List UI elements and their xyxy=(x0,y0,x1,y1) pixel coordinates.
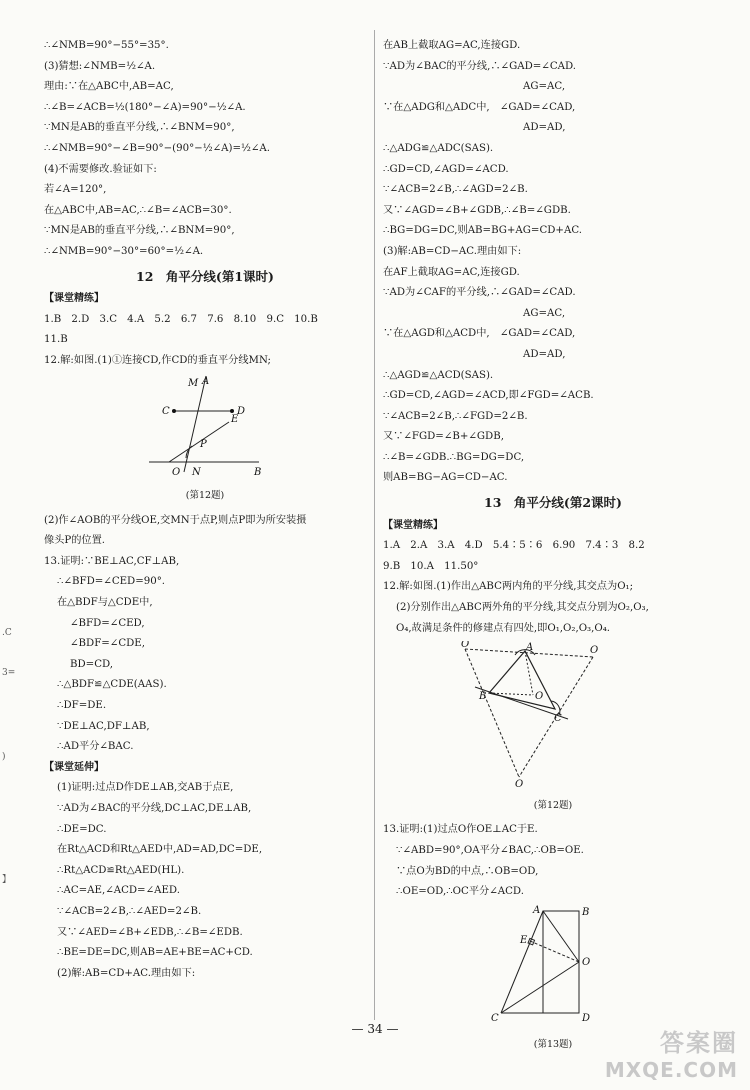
text-line: ∴∠NMB=90°−∠B=90°−(90°−½∠A)=½∠A. xyxy=(44,142,270,154)
text-line: ∴GD=CD,∠AGD=∠ACD. xyxy=(383,163,509,175)
figure-12-left xyxy=(44,374,366,507)
text-line: 又∵∠FGD=∠B+∠GDB, xyxy=(383,431,504,443)
watermark-logo: 答案圈 xyxy=(660,1029,738,1057)
text-line: ∵MN是AB的垂直平分线,∴∠BNM=90°, xyxy=(44,122,235,134)
section-label: 【课堂精练】 xyxy=(44,293,104,305)
svg-text:M: M xyxy=(188,377,199,389)
figure-caption: (第12题) xyxy=(533,799,573,811)
svg-text:A: A xyxy=(202,375,210,387)
text-line: 11.B xyxy=(44,334,68,346)
text-line: ∴GD=CD,∠AGD=∠ACD,即∠FGD=∠ACB. xyxy=(383,390,594,402)
text-line: ∴OE=OD,∴OC平分∠ACD. xyxy=(396,886,524,898)
text-line: 在AF上截取AG=AC,连接GD. xyxy=(383,266,520,278)
text-line: AG=AC, xyxy=(523,81,566,93)
svg-text:E: E xyxy=(520,934,528,946)
text-line: 又∵∠AED=∠B+∠EDB,∴∠B=∠EDB. xyxy=(57,926,243,938)
text-line: 则AB=BG−AG=CD−AC. xyxy=(383,472,508,484)
svg-text:O: O xyxy=(582,956,591,968)
text-line: BD=CD, xyxy=(70,658,114,670)
text-line: (2)分别作出△ABC两外角的平分线,其交点分别为O₂,O₃, xyxy=(396,602,649,614)
edge-mark: .C xyxy=(2,628,12,638)
text-line: 像头P的位置. xyxy=(44,535,106,547)
text-line: 9.B 10.A 11.50° xyxy=(383,560,479,572)
text-line: 在AB上截取AG=AC,连接GD. xyxy=(383,40,521,51)
text-line: (2)解:AB=CD+AC.理由如下: xyxy=(57,967,196,979)
text-line: ∴△BDF≌△CDE(AAS). xyxy=(57,679,167,691)
text-line: 在△ABC中,AB=AC,∴∠B=∠ACB=30°. xyxy=(44,204,232,216)
svg-text:O: O xyxy=(172,466,181,478)
text-line: ∵∠ACB=2∠B,∴∠FGD=2∠B. xyxy=(383,410,528,422)
text-line: (3)解:AB=CD−AC.理由如下: xyxy=(383,245,522,257)
svg-text:C: C xyxy=(162,405,170,417)
figure-caption: (第12题) xyxy=(185,490,225,502)
svg-text:E: E xyxy=(231,413,239,425)
text-line: ∵AD为∠CAF的平分线,∴∠GAD=∠CAD. xyxy=(383,287,576,299)
text-line: AD=AD, xyxy=(523,348,566,360)
svg-text:P: P xyxy=(200,438,207,450)
figure-12-right xyxy=(383,641,723,816)
text-line: (1)证明:过点D作DE⊥AB,交AB于点E, xyxy=(57,782,234,794)
text-line: ∴DF=DE. xyxy=(57,700,107,712)
right-column xyxy=(383,36,723,1060)
text-line: ∴DE=DC. xyxy=(57,823,107,835)
text-line: 理由:∵在△ABC中,AB=AC, xyxy=(44,81,174,93)
text-line: ∠BFD=∠CED, xyxy=(70,617,145,629)
edge-mark: 3= xyxy=(2,668,16,678)
text-line: O₄,故满足条件的修建点有四处,即O₁,O₂,O₃,O₄. xyxy=(396,622,611,634)
text-line: ∴Rt△ACD≌Rt△AED(HL). xyxy=(57,864,185,876)
text-line: 13.证明:(1)过点O作OE⊥AC于E. xyxy=(383,824,538,836)
svg-text:B: B xyxy=(582,906,590,918)
text-line: ∴AC=AE,∠ACD=∠AED. xyxy=(57,885,180,897)
text-line: ∴∠B=∠GDB.∴BG=DG=DC, xyxy=(383,451,525,463)
text-line: ∴△ADG≌△ADC(SAS). xyxy=(383,142,494,154)
figure-12-right-diagram xyxy=(383,641,723,787)
text-line: (4)不需要修改.验证如下: xyxy=(44,163,157,175)
text-line: ∵∠ACB=2∠B,∴∠AED=2∠B. xyxy=(57,905,202,917)
svg-text:O: O xyxy=(535,691,544,703)
text-line: 13.证明:∵BE⊥AC,CF⊥AB, xyxy=(44,555,180,567)
watermark-url: MXQE.COM xyxy=(604,1058,738,1082)
left-column xyxy=(44,36,366,984)
svg-text:B: B xyxy=(254,466,262,478)
column-divider xyxy=(374,30,375,1020)
figure-13-right-diagram xyxy=(383,905,723,1027)
text-line: ∴∠BFD=∠CED=90°. xyxy=(57,576,166,588)
text-line: ∠BDF=∠CDE, xyxy=(70,638,145,650)
text-line: ∵DE⊥AC,DF⊥AB, xyxy=(57,720,150,732)
section-label: 【课堂延伸】 xyxy=(44,761,104,773)
text-line: ∵∠ABD=90°,OA平分∠BAC,∴OB=OE. xyxy=(396,845,584,856)
text-line: ∴BG=DG=DC,则AB=BG+AG=CD+AC. xyxy=(383,225,582,237)
figure-12-left-diagram xyxy=(44,374,366,478)
svg-text:C: C xyxy=(554,713,562,725)
text-line: 12.解:如图.(1)作出△ABC两内角的平分线,其交点为O₁; xyxy=(383,581,634,593)
watermark xyxy=(605,1023,738,1082)
text-line: ∴∠B=∠ACB=½(180°−∠A)=90°−½∠A. xyxy=(44,101,246,113)
text-line: ∵在△AGD和△ACD中, ∠GAD=∠CAD, xyxy=(383,328,576,340)
text-line: AG=AC, xyxy=(523,307,566,319)
svg-text:N: N xyxy=(192,466,201,478)
text-line: ∵AD为∠BAC的平分线,DC⊥AC,DE⊥AB, xyxy=(57,803,252,814)
text-line: ∴BE=DE=DC,则AB=AE+BE=AC+CD. xyxy=(57,947,253,959)
edge-mark: ) xyxy=(2,752,6,762)
text-line: ∵AD为∠BAC的平分线,∴∠GAD=∠CAD. xyxy=(383,60,577,72)
svg-text:O: O xyxy=(461,641,470,651)
text-line: 在△BDF与△CDE中, xyxy=(57,597,153,609)
svg-text:D: D xyxy=(237,405,246,417)
text-line: ∵点O为BD的中点,∴OB=OD, xyxy=(396,865,539,877)
text-line: 1.A 2.A 3.A 4.D 5.4∶5∶6 6.90 7.4∶3 8.2 xyxy=(383,540,645,552)
text-line: ∴AD平分∠BAC. xyxy=(57,741,134,753)
text-line: 又∵∠AGD=∠B+∠GDB,∴∠B=∠GDB. xyxy=(383,204,571,216)
text-line: ∴∠NMB=90°−55°=35°. xyxy=(44,40,169,51)
text-line: 12.解:如图.(1)①连接CD,作CD的垂直平分线MN; xyxy=(44,354,271,366)
svg-text:C: C xyxy=(491,1012,499,1024)
section-label: 【课堂精练】 xyxy=(383,519,443,531)
page-number: — 34 — xyxy=(351,1022,399,1036)
text-line: 1.B 2.D 3.C 4.A 5.2 6.7 7.6 8.10 9.C 10.B xyxy=(44,313,318,325)
svg-text:D: D xyxy=(582,1012,591,1024)
text-line: (2)作∠AOB的平分线OE,交MN于点P,则点P即为所安装摄 xyxy=(44,514,307,526)
section-heading: 13 角平分线(第2课时) xyxy=(484,495,622,511)
text-line: ∴∠NMB=90°−30°=60°=½∠A. xyxy=(44,245,204,257)
text-line: ∵在△ADG和△ADC中, ∠GAD=∠CAD, xyxy=(383,101,576,113)
section-heading: 12 角平分线(第1课时) xyxy=(136,268,274,284)
text-line: 若∠A=120°, xyxy=(44,184,107,196)
text-line: ∴△AGD≌△ACD(SAS). xyxy=(383,369,494,381)
text-line: AD=AD, xyxy=(523,122,566,134)
text-line: ∵∠ACB=2∠B,∴∠AGD=2∠B. xyxy=(383,184,528,196)
figure-caption: (第13题) xyxy=(533,1039,573,1051)
svg-text:O: O xyxy=(590,645,599,657)
text-line: 在Rt△ACD和Rt△AED中,AD=AD,DC=DE, xyxy=(57,844,263,856)
svg-text:B: B xyxy=(479,691,487,703)
svg-text:A: A xyxy=(533,904,541,916)
text-line: ∵MN是AB的垂直平分线,∴∠BNM=90°, xyxy=(44,225,235,237)
text-line: (3)猜想:∠NMB=½∠A. xyxy=(44,60,156,72)
svg-text:A: A xyxy=(526,642,534,654)
svg-text:O: O xyxy=(515,779,524,788)
edge-mark: 】 xyxy=(2,875,12,885)
